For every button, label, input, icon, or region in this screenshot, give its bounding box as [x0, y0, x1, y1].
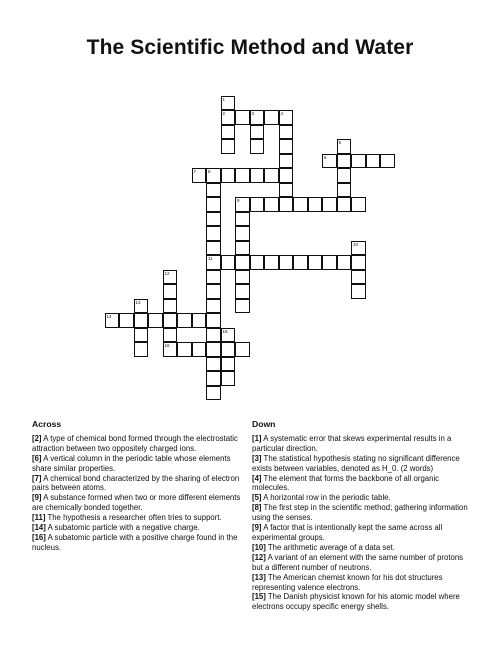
grid-cell[interactable] — [206, 342, 221, 357]
grid-cell[interactable] — [206, 299, 221, 314]
clue-text: A horizontal row in the periodic table. — [261, 493, 391, 503]
grid-cell[interactable] — [279, 183, 294, 198]
grid-cell[interactable] — [351, 284, 366, 299]
down-heading: Down — [252, 419, 276, 429]
grid-cell[interactable] — [221, 357, 236, 372]
clue-text: The statistical hypothesis stating no significant difference exists between variables, denoted as H_0. (2 words) — [252, 453, 460, 473]
down-clue — [252, 543, 470, 553]
grid-cell[interactable] — [279, 110, 294, 125]
clue-text: The arithmetic average of a data set. — [265, 542, 395, 552]
clue-number: [4] — [252, 473, 262, 483]
clue-text: The Danish physicist known for his atomic model where electrons occupy specific energy shells. — [252, 592, 460, 612]
grid-cell[interactable] — [192, 168, 207, 183]
grid-cell[interactable] — [279, 139, 294, 154]
clue-number: 10 — [353, 241, 359, 247]
clue-number: [6] — [32, 453, 42, 463]
grid-cell[interactable] — [221, 96, 236, 111]
grid-cell[interactable] — [279, 168, 294, 183]
grid-cell[interactable] — [235, 168, 250, 183]
grid-cell[interactable] — [250, 125, 265, 140]
grid-cell[interactable] — [206, 386, 221, 401]
grid-cell[interactable] — [366, 154, 381, 169]
grid-cell[interactable] — [264, 110, 279, 125]
clue-number: 12 — [164, 270, 170, 276]
grid-cell[interactable] — [308, 197, 323, 212]
clue-number: 8 — [208, 169, 211, 174]
down-clue — [252, 493, 470, 503]
grid-cell[interactable] — [134, 342, 149, 357]
clue-number: [10] — [252, 542, 266, 552]
clue-text: A vertical column in the periodic table whose elements share similar properties. — [32, 453, 231, 473]
grid-cell[interactable] — [206, 313, 221, 328]
clue-number: 9 — [237, 198, 240, 203]
grid-cell[interactable] — [351, 197, 366, 212]
grid-cell[interactable] — [177, 313, 192, 328]
grid-cell[interactable] — [192, 342, 207, 357]
clue-number: 1 — [222, 96, 226, 102]
across-clue — [32, 523, 248, 533]
grid-cell[interactable] — [250, 197, 265, 212]
grid-cell[interactable] — [221, 371, 236, 386]
grid-cell[interactable] — [351, 241, 366, 256]
grid-cell[interactable] — [163, 299, 178, 314]
grid-cell[interactable] — [250, 139, 265, 154]
clue-text: A systematic error that skews experimental results in a particular direction. — [252, 433, 452, 453]
clue-text: A substance formed when two or more different elements are chemically bonded together. — [32, 493, 241, 513]
across-clue — [32, 533, 248, 553]
clue-text: The American chemist known for his dot structures representing valence electrons. — [252, 572, 443, 592]
clue-number: [8] — [252, 503, 262, 513]
grid-cell[interactable] — [206, 212, 221, 227]
clue-text: A type of chemical bond formed through the electrostatic attraction between two oppositely charged ions. — [32, 433, 238, 453]
clue-number: [3] — [252, 453, 262, 463]
clue-text: The hypothesis a researcher often tries to support. — [45, 513, 222, 523]
grid-cell[interactable] — [235, 241, 250, 256]
grid-cell[interactable] — [264, 168, 279, 183]
grid-cell[interactable] — [235, 212, 250, 227]
grid-cell[interactable] — [250, 168, 265, 183]
across-clue — [32, 454, 248, 474]
grid-cell[interactable] — [337, 183, 352, 198]
grid-cell[interactable] — [337, 168, 352, 183]
clue-number: 16 — [164, 343, 170, 348]
down-clue — [252, 503, 470, 523]
grid-cell[interactable] — [264, 255, 279, 270]
clue-number: [14] — [32, 523, 46, 533]
grid-cell[interactable] — [206, 183, 221, 198]
clue-number: [9] — [252, 523, 262, 533]
grid-cell[interactable] — [279, 154, 294, 169]
grid-cell[interactable] — [206, 168, 221, 183]
across-clue — [32, 434, 248, 454]
grid-cell[interactable] — [337, 255, 352, 270]
grid-cell[interactable] — [206, 255, 221, 270]
down-clue — [252, 454, 470, 474]
grid-cell[interactable] — [134, 328, 149, 343]
clue-text: The first step in the scientific method; gathering information using the senses. — [252, 503, 468, 523]
down-clue — [252, 523, 470, 543]
clue-text: A chemical bond characterized by the sharing of electron pairs between atoms. — [32, 473, 240, 493]
down-clue — [252, 573, 470, 593]
down-clue — [252, 553, 470, 573]
grid-cell[interactable] — [221, 125, 236, 140]
grid-cell[interactable] — [322, 197, 337, 212]
grid-cell[interactable] — [206, 197, 221, 212]
across-clues — [32, 420, 248, 553]
grid-cell[interactable] — [235, 270, 250, 285]
clue-text: A subatomic particle with a negative charge. — [45, 523, 200, 533]
grid-cell[interactable] — [163, 342, 178, 357]
clue-number: 2 — [222, 111, 226, 116]
grid-cell[interactable] — [337, 197, 352, 212]
grid-cell[interactable] — [351, 270, 366, 285]
grid-cell[interactable] — [380, 154, 395, 169]
clue-number: 7 — [193, 169, 197, 174]
clue-number: [16] — [32, 532, 46, 542]
grid-cell[interactable] — [322, 255, 337, 270]
clue-number: 5 — [338, 140, 342, 145]
down-clue — [252, 474, 470, 494]
across-heading: Across — [32, 419, 62, 429]
clue-number: 3 — [251, 111, 255, 116]
grid-cell[interactable] — [322, 154, 337, 169]
across-clue — [32, 474, 248, 494]
clue-number: [7] — [32, 473, 42, 483]
clue-number: [12] — [252, 552, 266, 562]
grid-cell[interactable] — [351, 154, 366, 169]
grid-cell[interactable] — [134, 313, 149, 328]
clue-text: A subatomic particle with a positive charge found in the nucleus. — [32, 532, 238, 552]
grid-cell[interactable] — [351, 255, 366, 270]
grid-cell[interactable] — [337, 154, 352, 169]
grid-cell[interactable] — [163, 270, 178, 285]
grid-cell[interactable] — [119, 313, 134, 328]
across-clue — [32, 493, 248, 513]
grid-cell[interactable] — [308, 255, 323, 270]
grid-cell[interactable] — [206, 226, 221, 241]
grid-cell[interactable] — [235, 110, 250, 125]
grid-cell[interactable] — [235, 284, 250, 299]
clue-number: 4 — [280, 111, 284, 116]
grid-cell[interactable] — [293, 255, 308, 270]
grid-cell[interactable] — [206, 328, 221, 343]
clue-text: A variant of an element with the same number of protons but a different number of neutrons. — [252, 552, 464, 572]
grid-cell[interactable] — [221, 255, 236, 270]
grid-cell[interactable] — [163, 284, 178, 299]
grid-cell[interactable] — [163, 313, 178, 328]
grid-cell[interactable] — [250, 110, 265, 125]
grid-cell[interactable] — [221, 110, 236, 125]
grid-cell[interactable] — [235, 197, 250, 212]
across-clue-list — [32, 434, 248, 553]
clue-number: 11 — [208, 256, 213, 261]
clue-number: [1] — [252, 433, 262, 443]
grid-cell[interactable] — [235, 299, 250, 314]
clue-number: 13 — [135, 299, 141, 305]
clue-number: [15] — [252, 592, 266, 602]
grid-cell[interactable] — [134, 299, 149, 314]
grid-cell[interactable] — [206, 270, 221, 285]
grid-cell[interactable] — [148, 313, 163, 328]
across-clue — [32, 513, 248, 523]
grid-cell[interactable] — [264, 197, 279, 212]
grid-cell[interactable] — [235, 255, 250, 270]
grid-cell[interactable] — [206, 357, 221, 372]
grid-cell[interactable] — [221, 168, 236, 183]
grid-cell[interactable] — [279, 255, 294, 270]
clue-number: [9] — [32, 493, 42, 503]
grid-cell[interactable] — [163, 328, 178, 343]
clue-number: [5] — [252, 493, 262, 503]
clue-number: 14 — [106, 314, 112, 319]
grid-cell[interactable] — [235, 342, 250, 357]
grid-cell[interactable] — [221, 328, 236, 343]
clue-number: [13] — [252, 572, 266, 582]
grid-cell[interactable] — [206, 284, 221, 299]
grid-cell[interactable] — [235, 226, 250, 241]
down-clues — [252, 420, 470, 612]
grid-cell[interactable] — [337, 139, 352, 154]
grid-cell[interactable] — [250, 255, 265, 270]
grid-cell[interactable] — [105, 313, 120, 328]
clue-number: 6 — [324, 154, 327, 160]
grid-cell[interactable] — [192, 313, 207, 328]
clue-number: [11] — [32, 513, 46, 523]
clue-number: [2] — [32, 433, 42, 443]
grid-cell[interactable] — [279, 197, 294, 212]
grid-cell[interactable] — [221, 342, 236, 357]
down-clue — [252, 592, 470, 612]
page-title: The Scientific Method and Water — [86, 36, 414, 59]
down-clue — [252, 434, 470, 454]
grid-cell[interactable] — [293, 197, 308, 212]
grid-cell[interactable] — [206, 371, 221, 386]
down-clue-list — [252, 434, 470, 612]
grid-cell[interactable] — [177, 342, 192, 357]
clue-text: A factor that is intentionally kept the same across all experimental groups. — [252, 523, 443, 542]
clue-number: 15 — [222, 328, 228, 334]
grid-cell[interactable] — [221, 139, 236, 154]
clue-text: The element that forms the backbone of all organic molecules. — [252, 473, 440, 493]
grid-cell[interactable] — [279, 125, 294, 140]
grid-cell[interactable] — [206, 241, 221, 256]
